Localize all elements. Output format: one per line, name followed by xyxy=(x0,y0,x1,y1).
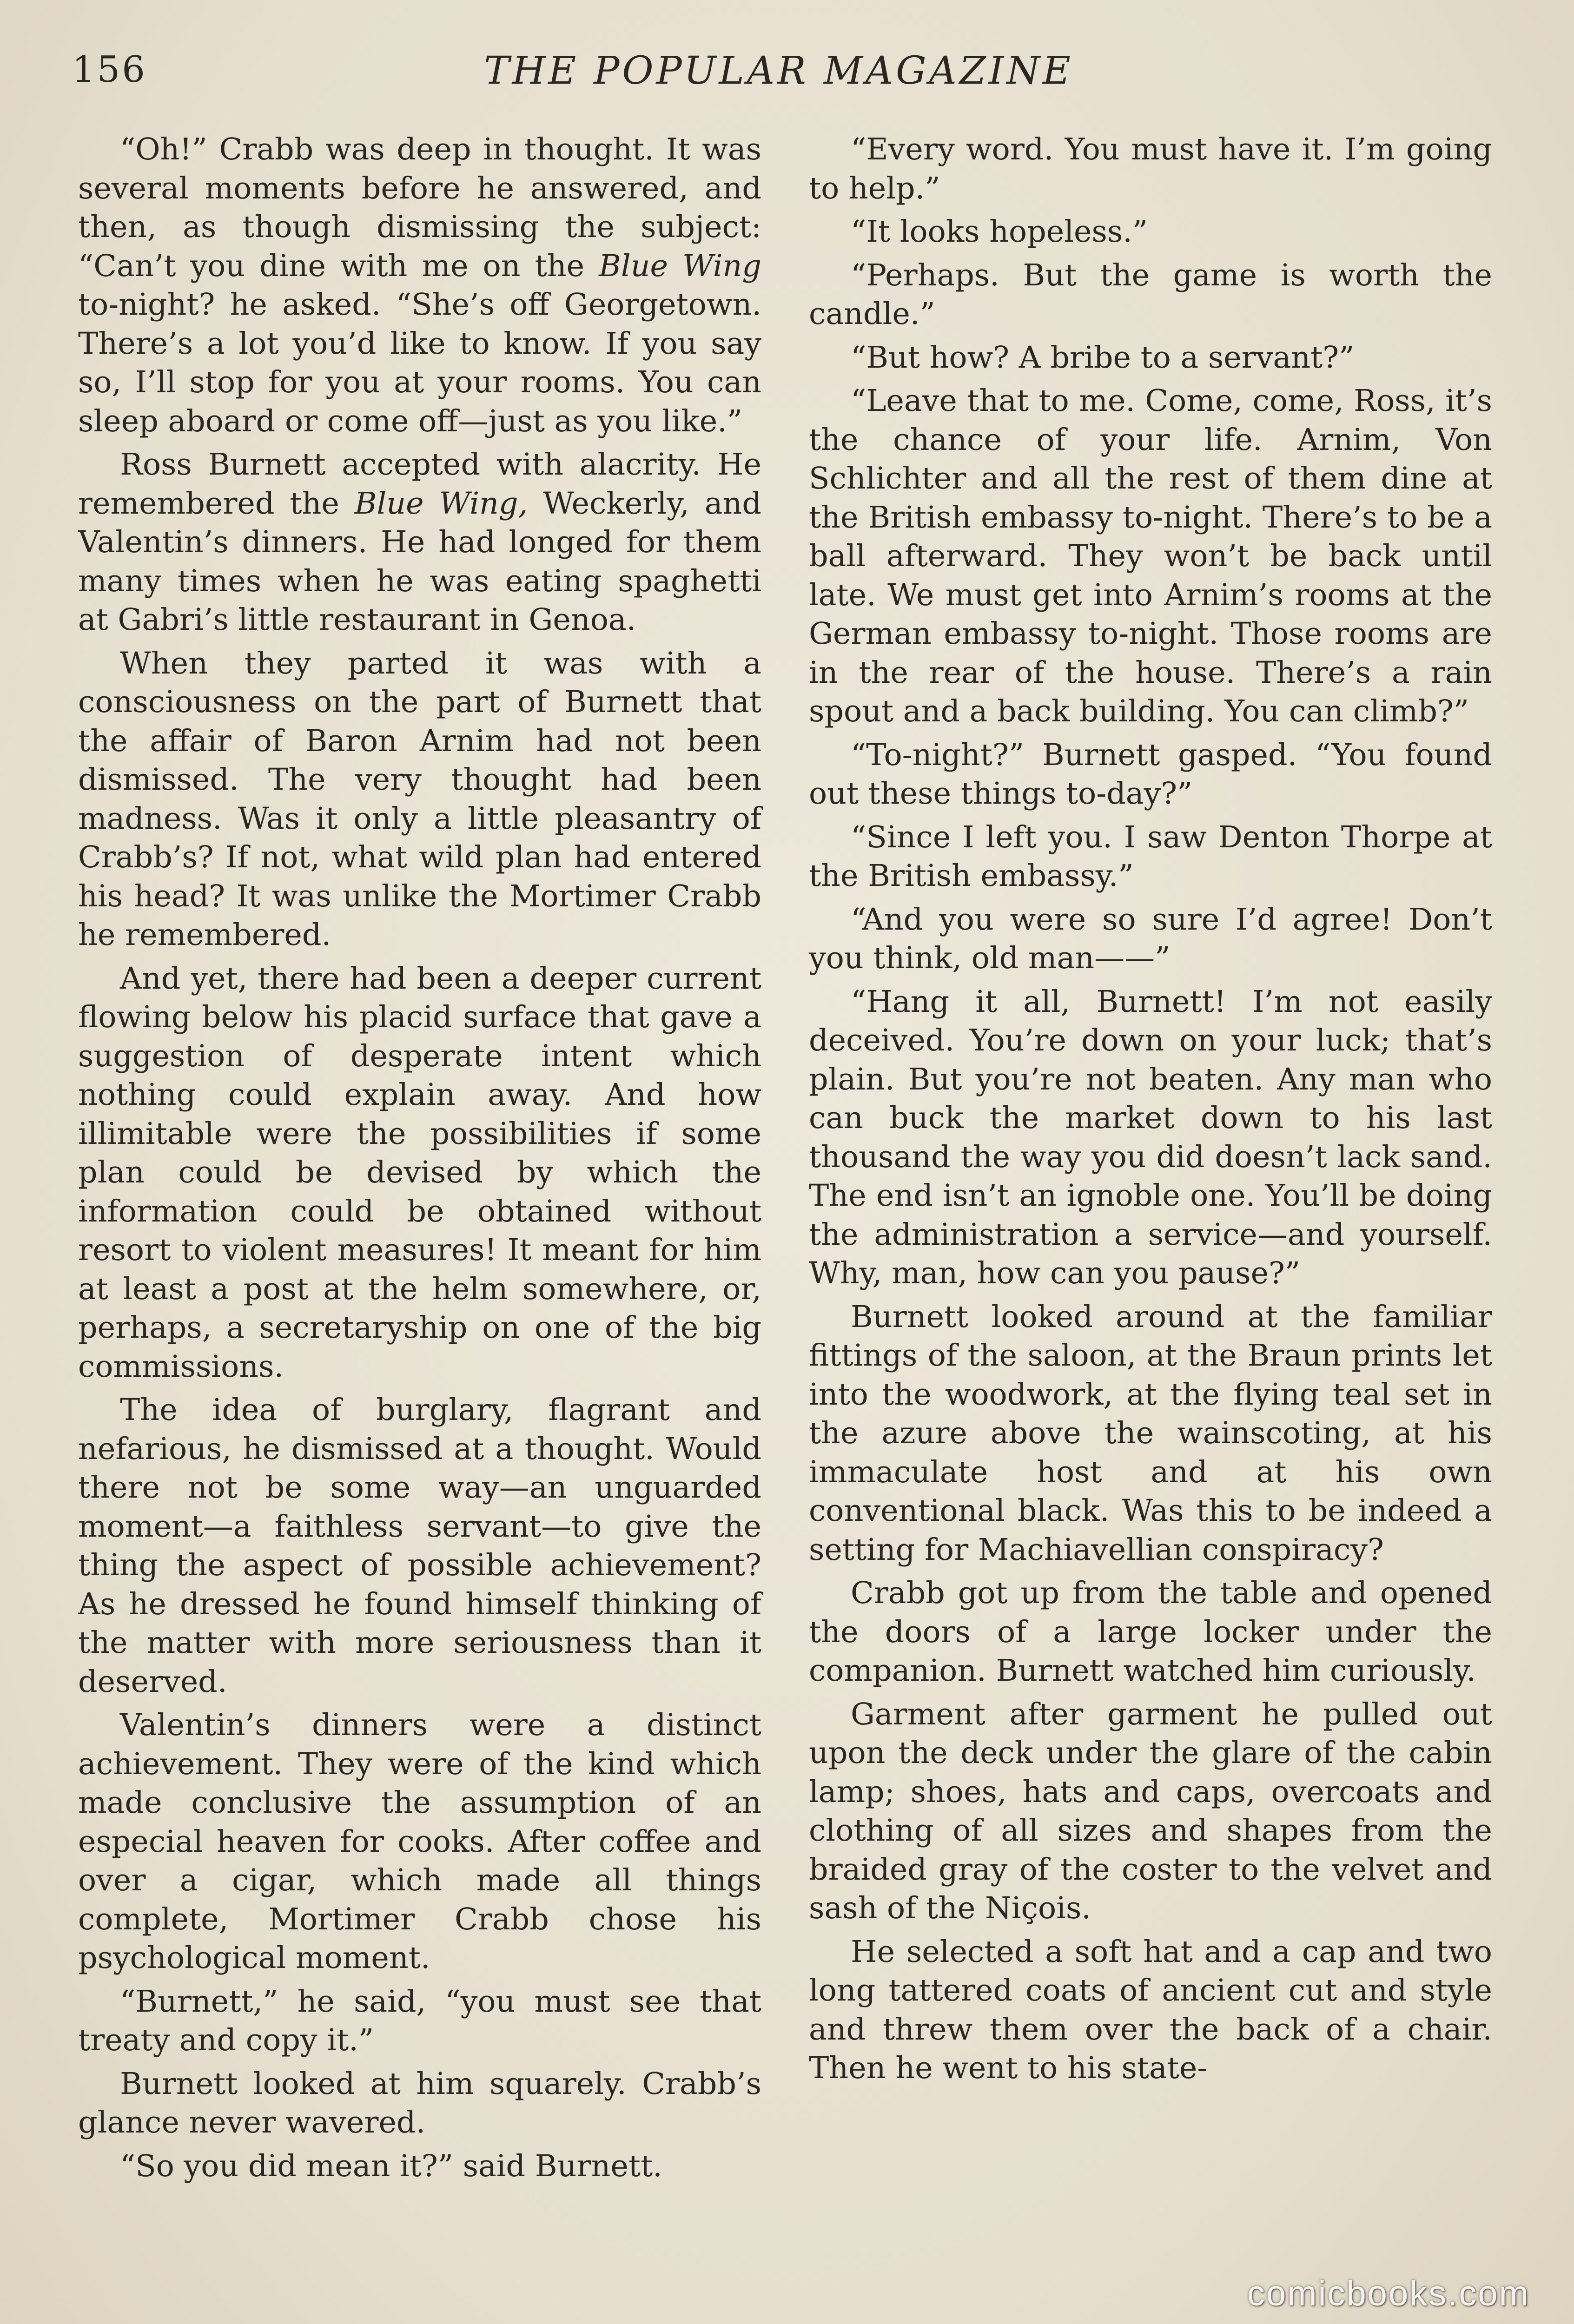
paragraph-text: “But how? A bribe to a servant?” xyxy=(851,340,1355,375)
paragraph xyxy=(78,2147,761,2186)
paragraph-text: “Leave that to me. Come, come, Ross, it’s the chance of your life. Arnim, Von Schlichter and all the rest of them dine at the British embassy to-night. There’s to be a ball afterward. They won’t be back until late. We must get into Arnim’s rooms at the German embassy to-night. Those rooms are in the rear of the house. There’s a rain spout and a back building. You can climb?” xyxy=(809,383,1492,729)
paragraph-text: to-night? he asked. “She’s off Georgetown. There’s a lot you’d like to know. If you say so, I’ll stop for you at your rooms. You can sleep aboard or come off—just as you like.” xyxy=(78,287,761,439)
paragraph-text: Weckerly, and Valentin’s dinners. He had longed for them many times when he was eating spaghetti at Gabri’s little restaurant in Genoa. xyxy=(78,486,761,637)
paragraph xyxy=(809,983,1492,1293)
paragraph xyxy=(809,818,1492,896)
paragraph-text: Burnett looked at him squarely. Crabb’s glance never wavered. xyxy=(78,2066,761,2140)
paragraph-text: He selected a soft hat and a cap and two long tattered coats of ancient cut and style and threw them over the back of a chair. Then he went to his state- xyxy=(809,1934,1492,2086)
paragraph-text: “Oh!” Crabb was deep in thought. It was several moments before he answered, and then, as though dismissing the subject: “Can’t you dine with me on the xyxy=(78,132,761,284)
paragraph xyxy=(78,959,761,1386)
right-text-column xyxy=(809,130,1492,2093)
italic-ship-name: Blue Wing xyxy=(599,248,761,284)
left-text-column xyxy=(78,130,761,2190)
paragraph-text: Valentin’s dinners were a distinct achievement. They were of the kind which made conclusive the assumption of an especial heaven for cooks. After coffee and over a cigar, which made all things complete, Mortimer Crabb chose his psychological moment. xyxy=(78,1708,761,1975)
paragraph-text: When they parted it was with a consciousness on the part of Burnett that the affair of Baron Arnim had not been dismissed. The very thought had been madness. Was it only a little pleasantry of Crabb’s? If not, what wild plan had entered his head? It was unlike the Mortimer Crabb he remembered. xyxy=(78,646,761,952)
paragraph xyxy=(809,382,1492,731)
paragraph-text: “Hang it all, Burnett! I’m not easily deceived. You’re down on your luck; that’s plain. But you’re not beaten. Any man who can buck the market down to his last thousand the way you did doesn’t lack sand. The end isn’t an ignoble one. You’ll be doing the administration a service—and yourself. Why, man, how can you pause?” xyxy=(809,984,1492,1291)
paragraph-text: Crabb got up from the table and opened the doors of a large locker under the companion. Burnett watched him curiously. xyxy=(809,1576,1492,1688)
page-number: 156 xyxy=(72,49,147,91)
paragraph-text: Burnett looked around at the familiar fittings of the saloon, at the Braun prints let into the woodwork, at the flying teal set in the azure above the wainscoting, at his immaculate host and at his own conventional black. Was this to be indeed a setting for Machiavellian conspiracy? xyxy=(809,1299,1492,1567)
paragraph xyxy=(78,1391,761,1701)
paragraph-text: “Every word. You must have it. I’m going to help.” xyxy=(809,132,1492,206)
paragraph xyxy=(809,900,1492,978)
paragraph xyxy=(78,1706,761,1978)
italic-ship-name: Blue Wing, xyxy=(354,486,528,521)
paragraph xyxy=(809,1574,1492,1690)
paragraph-text: “It looks hopeless.” xyxy=(851,214,1148,249)
paragraph-text: The idea of burglary, flagrant and nefarious, he dismissed at a thought. Would there not be some way—an unguarded moment—a faithless servant—to give the thing the aspect of possible achievement? As he dressed he found himself thinking of the matter with more seriousness than it deserved. xyxy=(78,1393,761,1699)
paragraph xyxy=(78,2065,761,2142)
watermark: comicbooks.com xyxy=(1247,2274,1530,2313)
paragraph xyxy=(809,1933,1492,2088)
paragraph xyxy=(78,445,761,640)
paragraph xyxy=(809,212,1492,251)
paragraph xyxy=(78,1982,761,2060)
paragraph-text: “So you did mean it?” said Burnett. xyxy=(120,2148,662,2184)
paragraph-text: “Perhaps. But the game is worth the candle.” xyxy=(809,257,1492,331)
paragraph xyxy=(78,130,761,441)
paragraph-text: Garment after garment he pulled out upon the deck under the glare of the cabin lamp; shoes, hats and caps, overcoats and clothing of all sizes and shapes from the braided gray of the coster to the velvet and sash of the Niçois. xyxy=(809,1697,1492,1926)
paragraph xyxy=(809,338,1492,377)
paragraph xyxy=(78,644,761,955)
paragraph-text: “Burnett,” he said, “you must see that treaty and copy it.” xyxy=(78,1984,761,2058)
paragraph-text: And yet, there had been a deeper current flowing below his placid surface that gave a suggestion of desperate intent which nothing could explain away. And how illimitable were the possibilities if some plan could be devised by which the information could be obtained without resort to violent measures! It meant for him at least a post at the helm somewhere, or, perhaps, a secretaryship on one of the big commissions. xyxy=(78,961,761,1384)
paragraph-text: “To-night?” Burnett gasped. “You found out these things to-day?” xyxy=(809,737,1492,811)
paragraph xyxy=(809,256,1492,334)
paragraph-text: Ross Burnett accepted with alacrity. He remembered the xyxy=(78,447,761,521)
paragraph xyxy=(809,1695,1492,1928)
paragraph xyxy=(809,1298,1492,1570)
page-header xyxy=(72,49,1485,100)
paragraph xyxy=(809,130,1492,208)
paragraph xyxy=(809,736,1492,813)
running-title: THE POPULAR MAGAZINE xyxy=(484,49,1073,93)
paragraph-text: “Since I left you. I saw Denton Thorpe at the British embassy.” xyxy=(809,819,1492,893)
paragraph-text: “And you were so sure I’d agree! Don’t you think, old man——” xyxy=(809,902,1492,976)
